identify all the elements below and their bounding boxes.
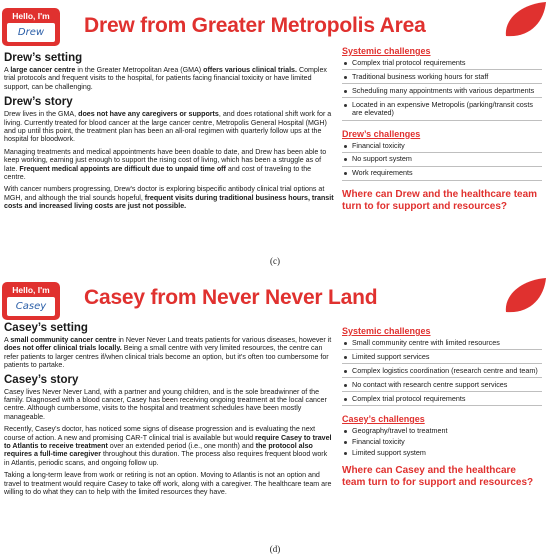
- text-run: Taking a long-term leave from work or retiring is not an option. Moving to Atlantis is not an option and travel to treatment would require Casey to take off work, along with a caregiver. The healthcare team are willing to do what they can to help with the limited resources they have.: [4, 471, 332, 497]
- setting-text: [4, 66, 334, 91]
- text-run: With cancer numbers progressing, Drew's doctor is exploring bispecific antibody clinical trial options at MGH, and although the trial sounds hopeful,: [4, 185, 325, 202]
- text-run: Managing treatments and medical appointments have been doable to date, and Drew has been able to keep working, earning just enough to support the rising cost of living, which has been a struggle as of late.: [4, 147, 327, 173]
- list-item: Financial toxicity: [342, 438, 542, 446]
- text-run: in Never Never Land treats patients for various diseases, however it: [116, 336, 332, 344]
- panel-casey: [0, 276, 550, 558]
- list-item: Geography/travel to treatment: [342, 427, 542, 435]
- list-item: No support system: [342, 155, 542, 166]
- story-paragraph: [4, 110, 334, 144]
- text-run: Complex trial protocols and frequent visits to the hospital, for patients facing financial toxicity or have limited support, can be challenging.: [4, 66, 327, 91]
- personal-challenges-heading: Drew’s challenges: [342, 128, 421, 139]
- panel-drew: [0, 0, 550, 270]
- text-run: Drew lives in the GMA,: [4, 110, 79, 119]
- red-petal-icon: [502, 0, 548, 42]
- bold-text: large cancer centre: [10, 66, 76, 74]
- list-item: Work requirements: [342, 169, 542, 180]
- list-item: Limited support system: [342, 449, 542, 457]
- systemic-challenges-list: [342, 59, 542, 121]
- list-item: Financial toxicity: [342, 142, 542, 153]
- name-tag-icon: [2, 8, 60, 46]
- text-run: A: [4, 66, 11, 74]
- list-item: Small community centre with limited resources: [342, 339, 542, 350]
- list-item: Traditional business working hours for staff: [342, 73, 542, 84]
- text-run: Recently, Casey's doctor, has noticed some signs of disease progression and is evaluating the next course of action. A new and promising CAR-T clinical trial is available but would: [4, 425, 316, 442]
- setting-heading: Drew’s setting: [4, 52, 83, 64]
- bold-text: small community cancer centre: [10, 336, 117, 344]
- tag-greeting: Hello, I'm: [12, 285, 50, 295]
- list-item: Limited support services: [342, 353, 542, 364]
- bold-text: frequent visits during traditional business hours, transit costs and increased living costs are just not possible.: [4, 193, 334, 211]
- story-paragraph: [4, 425, 334, 467]
- red-petal-icon: [502, 276, 548, 318]
- systemic-challenges-heading: Systemic challenges: [342, 326, 431, 336]
- support-question: Where can Casey and the healthcare team turn to for support and resources?: [342, 465, 534, 489]
- list-item: Scheduling many appointments with various departments: [342, 87, 542, 98]
- text-run: in the Greater Metropolitan Area (GMA): [75, 66, 204, 74]
- personal-challenges-list: [342, 427, 542, 457]
- systemic-challenges-list: [342, 339, 542, 406]
- story-paragraph: [4, 388, 334, 422]
- personal-challenges-list: [342, 142, 542, 181]
- challenges-column: [342, 326, 542, 489]
- bold-text: Frequent medical appoints are difficult due to unpaid time off: [19, 164, 226, 173]
- text-run: Being a small centre with very limited resources, the centre can refer patients to larger centres if/when clinical trials become an option, but it's often too cumbersome for patients to partake.: [4, 344, 329, 370]
- story-paragraph: [4, 471, 334, 496]
- story-heading: Casey’s story: [4, 373, 79, 386]
- setting-heading: Casey’s setting: [4, 322, 88, 334]
- tag-greeting: Hello, I'm: [12, 11, 50, 21]
- bold-text: require Casey to travel to Atlantis to receive treatment: [4, 433, 332, 451]
- list-item: Located in an expensive Metropolis (parking/transit costs are elevated): [342, 101, 542, 121]
- figure-caption: (d): [269, 544, 281, 554]
- support-question: Where can Drew and the healthcare team turn to for support and resources?: [342, 188, 538, 212]
- text-run: throughout this duration. The process also requires frequent blood work in Atlantis, periodic scans, and ongoing follow up.: [4, 450, 328, 467]
- list-item: Complex trial protocol requirements: [342, 59, 542, 70]
- list-item: Complex trial protocol requirements: [342, 395, 542, 406]
- systemic-challenges-heading: Systemic challenges: [342, 46, 431, 56]
- story-heading: Drew’s story: [4, 96, 73, 109]
- tag-name: Casey: [7, 297, 55, 316]
- list-item: Complex logistics coordination (research centre and team): [342, 367, 542, 378]
- bold-text: the protocol also requires a full-time caregiver: [4, 442, 313, 459]
- bold-text: does not offer clinical trials locally.: [4, 344, 122, 353]
- story-column: [4, 52, 334, 215]
- panel-title: Casey from Never Never Land: [84, 286, 378, 309]
- figure-caption: (c): [270, 256, 280, 266]
- story-paragraph: [4, 148, 334, 182]
- story-column: [4, 322, 334, 501]
- text-run: A: [4, 336, 11, 344]
- story-paragraph: [4, 185, 334, 210]
- text-run: Casey lives Never Never Land, with a partner and young children, and is the sole breadwinner of the family. Diagnosed with a blood cancer, Casey has been receiving ongoing treatment at the local cancer centre. Although cumbersome, visits to the hospital and treatment schedules have been mostly manageable.: [4, 387, 327, 421]
- text-run: , and does rotational shift work for a living. Currently treated for blood cancer at the large cancer centre, Metropolis General Hospital (MGH) and up until this point, the treatment plan has been an all-oral regimen with quarterly follow ups at the hospital for bloodwork.: [4, 110, 332, 144]
- setting-text: [4, 336, 334, 370]
- list-item: No contact with research centre support services: [342, 381, 542, 392]
- bold-text: does not have any caregivers or supports: [78, 110, 219, 119]
- text-run: and cost of traveling to the centre.: [4, 164, 312, 182]
- personal-challenges-heading: Casey’s challenges: [342, 414, 425, 425]
- tag-name: Drew: [7, 23, 55, 42]
- challenges-column: [342, 46, 542, 213]
- bold-text: offers various clinical trials.: [203, 66, 297, 74]
- text-run: over an extended period (i.e., one month) and: [107, 442, 256, 451]
- panel-title: Drew from Greater Metropolis Area: [84, 14, 426, 37]
- name-tag-icon: [2, 282, 60, 320]
